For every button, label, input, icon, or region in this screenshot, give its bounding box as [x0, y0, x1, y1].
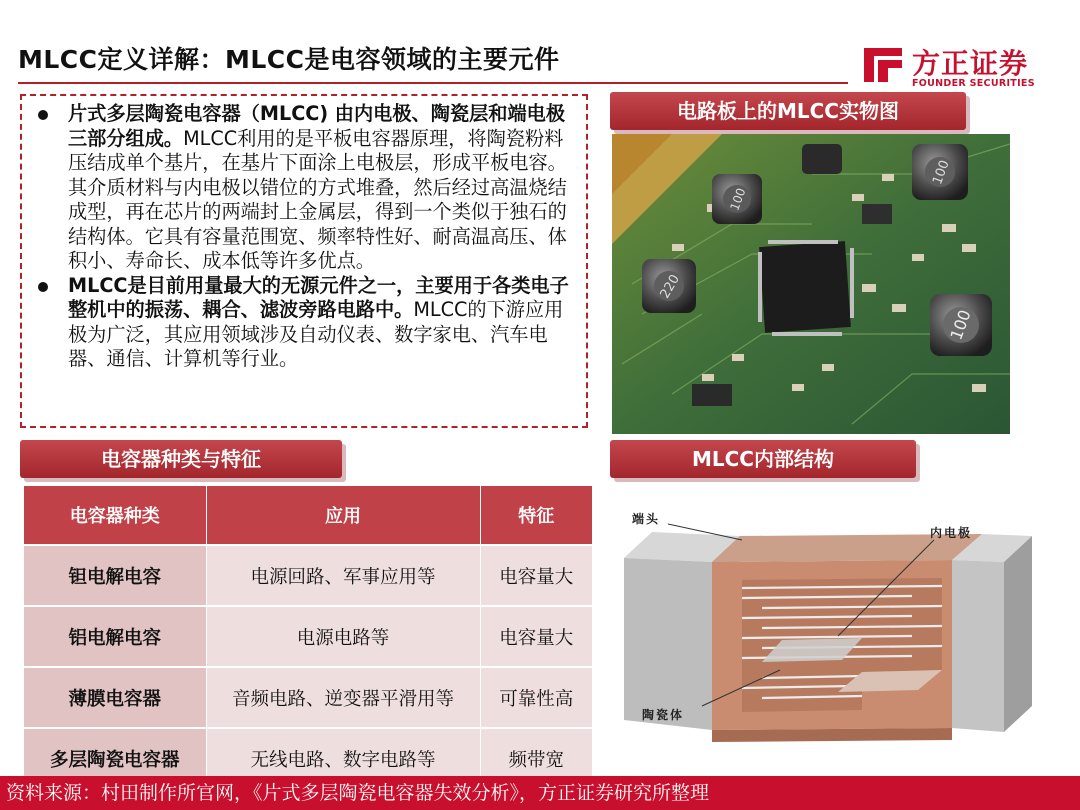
table-cell-application: 电源电路等	[206, 606, 480, 667]
section-structure-title: MLCC内部结构	[610, 440, 916, 478]
table-row	[24, 667, 592, 728]
intro-bullet-1	[34, 102, 578, 274]
table-row	[24, 545, 592, 606]
table-row	[24, 606, 592, 667]
table-cell-type: 铝电解电容	[24, 606, 206, 667]
inductor-label-3: 100	[930, 158, 953, 187]
inductor-label-4: 220	[657, 272, 684, 302]
logo-en-text: FOUNDER SECURITIES	[912, 78, 1035, 89]
mlcc-structure-diagram	[612, 500, 1042, 780]
intro-box	[20, 94, 588, 428]
table-cell-type: 钽电解电容	[24, 545, 206, 606]
label-inner-electrode: 内电极	[930, 526, 973, 540]
intro-bullet-1-text: MLCC利用的是平板电容器原理，将陶瓷粉料压结成单个基片，在基片下面涂上电极层，形成平板电容。其介质材料与内电极以错位的方式堆叠，然后经过高温烧结成型，再在芯片的两端封上金属层，得到一个类似于独石的结构体。它具有容量范围宽、频率特性好、耐高温高压、体积小、寿命长、成本低等许多优点。	[68, 126, 567, 272]
table-header-type: 电容器种类	[24, 486, 206, 545]
intro-bullet-1-bold: 片式多层陶瓷电容器（MLCC) 由内电极、陶瓷层和端电极三部分组成。	[68, 102, 566, 150]
table-cell-type: 多层陶瓷电容器	[24, 728, 206, 788]
label-terminal: 端头	[632, 512, 661, 526]
table-cell-application: 电源回路、军事应用等	[206, 545, 480, 606]
capacitor-types-table	[24, 486, 592, 788]
table-header-feature: 特征	[480, 486, 592, 545]
logo-cn-text: 方正证券	[912, 47, 1029, 80]
table-cell-feature: 可靠性高	[480, 667, 592, 728]
section-types-title: 电容器种类与特征	[20, 440, 342, 478]
intro-bullet-2-bold: MLCC是目前用量最大的无源元件之一，主要用于各类电子整机中的振荡、耦合、滤波旁路电路中。	[68, 273, 569, 321]
table-cell-application: 无线电路、数字电路等	[206, 728, 480, 788]
table-cell-feature: 电容量大	[480, 606, 592, 667]
inductor-label-2: 100	[946, 307, 975, 343]
circuit-board-photo	[612, 134, 1010, 434]
founder-logo	[862, 42, 1062, 92]
table-cell-type: 薄膜电容器	[24, 667, 206, 728]
table-cell-feature: 频带宽	[480, 728, 592, 788]
title-divider	[18, 82, 848, 84]
intro-bullet-2-text: MLCC的下游应用极为广泛，其应用领域涉及自动仪表、数字家电、汽车电器、通信、计算机等行业。	[68, 298, 564, 370]
page-title: MLCC定义详解：MLCC是电容领域的主要元件	[18, 45, 560, 74]
source-footer: 资料来源：村田制作所官网，《片式多层陶瓷电容器失效分析》，方正证券研究所整理	[0, 776, 1080, 810]
label-ceramic-body: 陶瓷体	[642, 708, 685, 722]
inductor-label-1: 100	[727, 186, 749, 213]
table-header-row	[24, 486, 592, 545]
table-header-application: 应用	[206, 486, 480, 545]
intro-bullet-2	[34, 274, 578, 372]
table-cell-feature: 电容量大	[480, 545, 592, 606]
table-cell-application: 音频电路、逆变器平滑用等	[206, 667, 480, 728]
section-photo-title: 电路板上的MLCC实物图	[610, 92, 966, 130]
founder-logo-icon	[862, 42, 906, 86]
